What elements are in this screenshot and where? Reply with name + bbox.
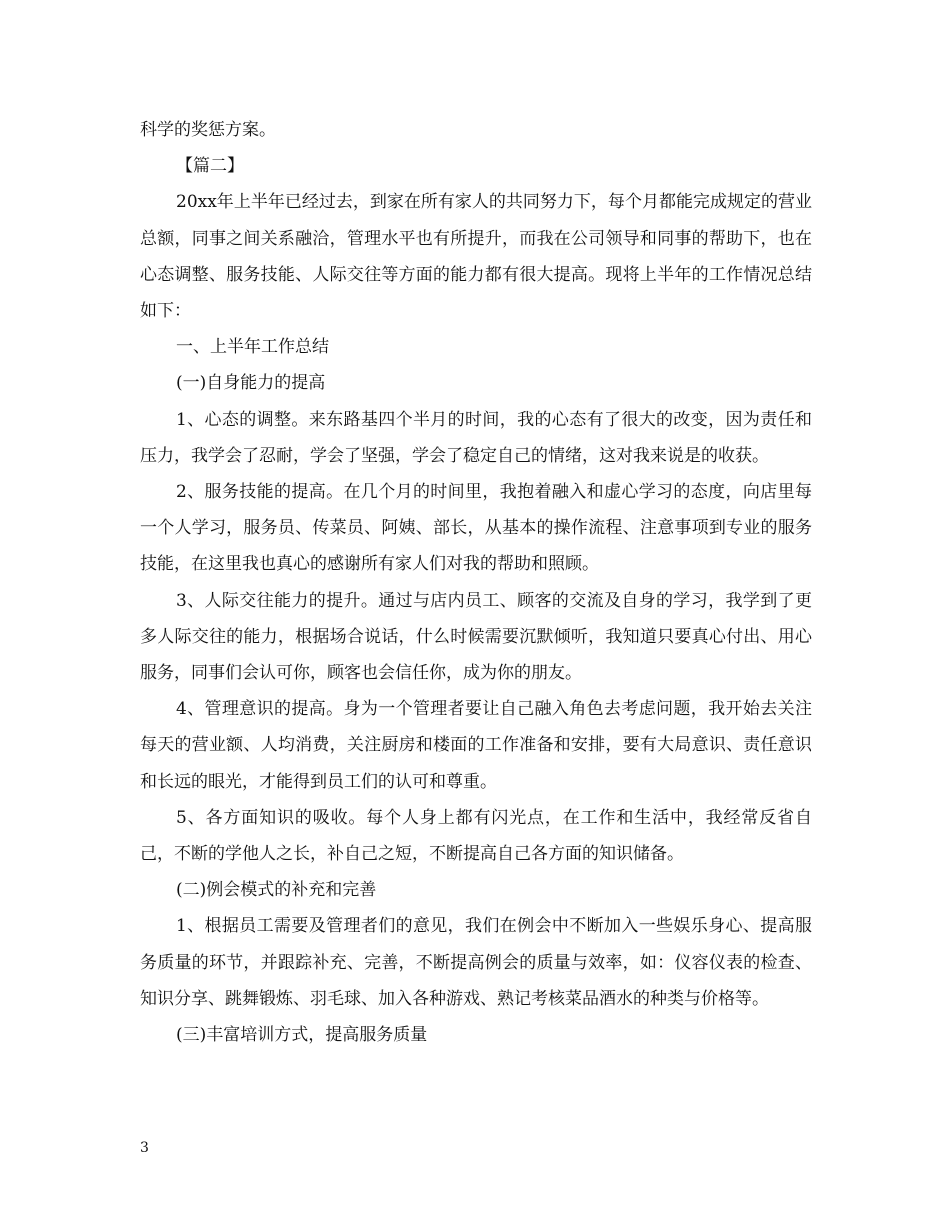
page-number: 3: [140, 1140, 149, 1156]
paragraph-item: 4、管理意识的提高。身为一个管理者要让自己融入角色去考虑问题，我开始去关注每天的营业额、人均消费，关注厨房和楼面的工作准备和安排，要有大局意识、责任意识和长远的眼光，才能得到员工们的认可和尊重。: [140, 699, 812, 792]
heading-level-2: (一)自身能力的提高: [176, 373, 326, 394]
heading-level-2: (二)例会模式的补充和完善: [176, 880, 377, 901]
document-body: [140, 112, 812, 1053]
paragraph-continuation: 科学的奖惩方案。: [140, 120, 276, 140]
paragraph-item: 5、各方面知识的吸收。每个人身上都有闪光点，在工作和生活中，我经常反省自己，不断的学他人之长，补自己之短，不断提高自己各方面的知识储备。: [140, 807, 812, 865]
paragraph-item: 3、人际交往能力的提升。通过与店内员工、顾客的交流及自身的学习，我学到了更多人际交往的能力，根据场合说话，什么时候需要沉默倾听，我知道只要真心付出、用心服务，同事们会认可你，顾客也会信任你，成为你的朋友。: [140, 590, 812, 684]
heading-level-2: (三)丰富培训方式，提高服务质量: [176, 1025, 428, 1046]
paragraph-item: 2、服务技能的提高。在几个月的时间里，我抱着融入和虚心学习的态度，向店里每一个人学习，服务员、传菜员、阿姨、部长，从基本的操作流程、注意事项到专业的服务技能，在这里我也真心的感谢所有家人们对我的帮助和照顾。: [140, 482, 812, 575]
heading-level-1: 一、上半年工作总结: [176, 337, 329, 358]
paragraph-intro: 20xx年上半年已经过去，到家在所有家人的共同努力下，每个月都能完成规定的营业总额，同事之间关系融洽，管理水平也有所提升，而我在公司领导和同事的帮助下，也在心态调整、服务技能、人际交往等方面的能力都有很大提高。现将上半年的工作情况总结如下：: [140, 192, 812, 322]
paragraph-item: 1、根据员工需要及管理者们的意见，我们在例会中不断加入一些娱乐身心、提高服务质量的环节，并跟踪补充、完善，不断提高例会的质量与效率，如：仪容仪表的检查、知识分享、跳舞锻炼、羽毛球、加入各种游戏、熟记考核菜品酒水的种类与价格等。: [140, 916, 812, 1009]
section-heading: 【篇二】: [176, 156, 244, 177]
paragraph-item: 1、心态的调整。来东路基四个半月的时间，我的心态有了很大的改变，因为责任和压力，我学会了忍耐，学会了坚强，学会了稳定自己的情绪，这对我来说是的收获。: [140, 409, 812, 466]
